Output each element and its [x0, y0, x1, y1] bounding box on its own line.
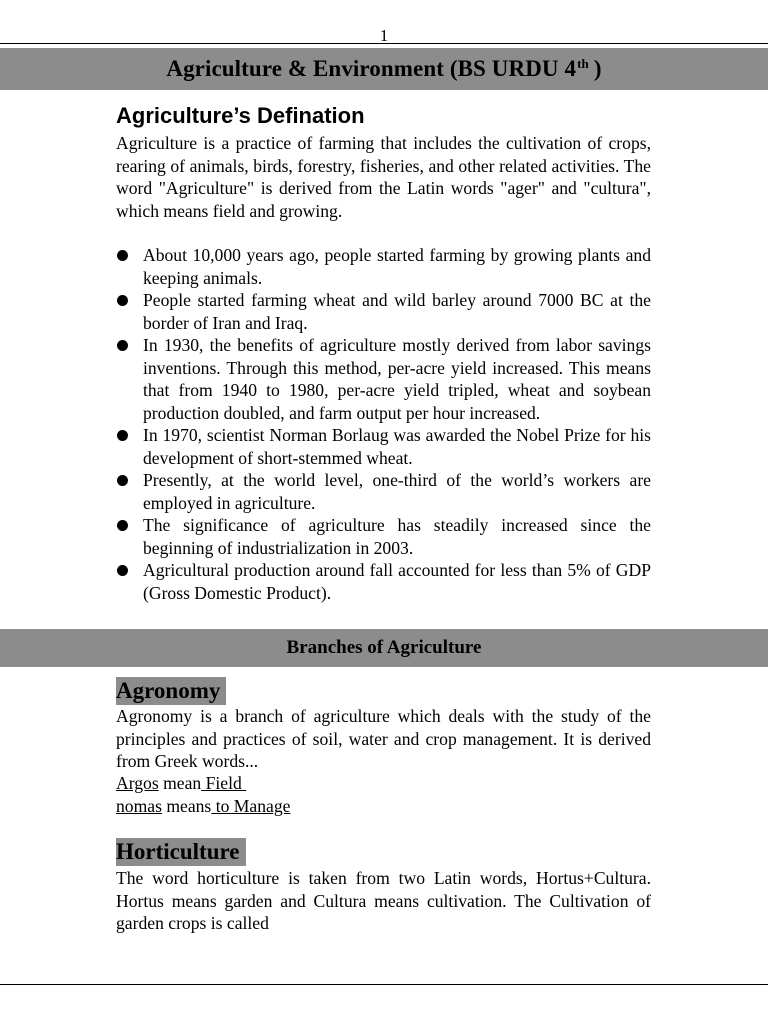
- document-title: [166, 56, 601, 82]
- term-nomas-line: [116, 795, 290, 818]
- top-rule: [0, 43, 768, 44]
- title-band: [0, 48, 768, 90]
- bullet-icon: [117, 565, 128, 576]
- agronomy-text: Agronomy is a branch of agriculture which deals with the study of the principles and practices of soil, water and crop management. It is derived from Greek words...: [116, 706, 651, 771]
- term-argos-word: Argos: [116, 773, 159, 793]
- bullet-icon: [117, 295, 128, 306]
- list-item: [116, 559, 651, 604]
- list-item: [116, 289, 651, 334]
- horticulture-heading: Horticulture: [116, 838, 246, 866]
- bullet-icon: [117, 520, 128, 531]
- list-item-text: People started farming wheat and wild barley around 7000 BC at the border of Iran and Iraq.: [143, 290, 651, 333]
- term-argos-verb: mean: [158, 773, 202, 793]
- bullet-icon: [117, 250, 128, 261]
- definition-intro: Agriculture is a practice of farming that includes the cultivation of crops, rearing of animals, birds, forestry, fisheries, and other related activities. The word "Agriculture" is derived from the Latin words "ager" and "cultura", which means field and growing.: [116, 133, 651, 221]
- list-item-text: About 10,000 years ago, people started farming by growing plants and keeping animals.: [143, 245, 651, 288]
- agronomy-heading: Agronomy: [116, 677, 226, 705]
- list-item-text: The significance of agriculture has steadily increased since the beginning of industrialization in 2003.: [143, 515, 651, 558]
- bottom-rule: [0, 984, 768, 985]
- list-item-text: In 1970, scientist Norman Borlaug was awarded the Nobel Prize for his development of short-stemmed wheat.: [143, 425, 651, 468]
- definition-heading: Agriculture’s Defination: [116, 103, 365, 128]
- branches-band: [0, 629, 768, 667]
- document-title-text: Agriculture & Environment (BS URDU 4: [166, 56, 577, 81]
- bullet-icon: [117, 340, 128, 351]
- list-item: [116, 244, 651, 289]
- list-item: [116, 334, 651, 424]
- bullet-icon: [117, 430, 128, 441]
- term-nomas-verb: means: [161, 796, 212, 816]
- term-nomas-word: nomas: [116, 796, 162, 816]
- branches-heading: Branches of Agriculture: [286, 637, 482, 658]
- list-item: [116, 469, 651, 514]
- bullet-icon: [117, 475, 128, 486]
- list-item-text: Presently, at the world level, one-third of the world’s workers are employed in agriculture.: [143, 470, 651, 513]
- list-item-text: In 1930, the benefits of agriculture mostly derived from labor savings inventions. Through this method, per-acre yield increased. This means that from 1940 to 1980, per-acre yield tripled, wheat and soybean production doubled, and farm output per hour increased.: [143, 335, 651, 423]
- list-item: [116, 514, 651, 559]
- term-argos-line: [116, 772, 246, 795]
- page-number: 1: [379, 26, 389, 45]
- term-argos-meaning: Field: [201, 773, 247, 793]
- horticulture-text: The word horticulture is taken from two Latin words, Hortus+Cultura. Hortus means garden and Cultura means cultivation. The Cultivation of garden crops is called: [116, 868, 651, 933]
- list-item-text: Agricultural production around fall accounted for less than 5% of GDP (Gross Domestic Product).: [143, 560, 651, 603]
- document-title-superscript: th: [577, 56, 589, 71]
- definition-bullet-list: [116, 244, 651, 604]
- document-title-end: ): [593, 56, 602, 81]
- term-nomas-meaning: to Manage: [211, 796, 291, 816]
- list-item: [116, 424, 651, 469]
